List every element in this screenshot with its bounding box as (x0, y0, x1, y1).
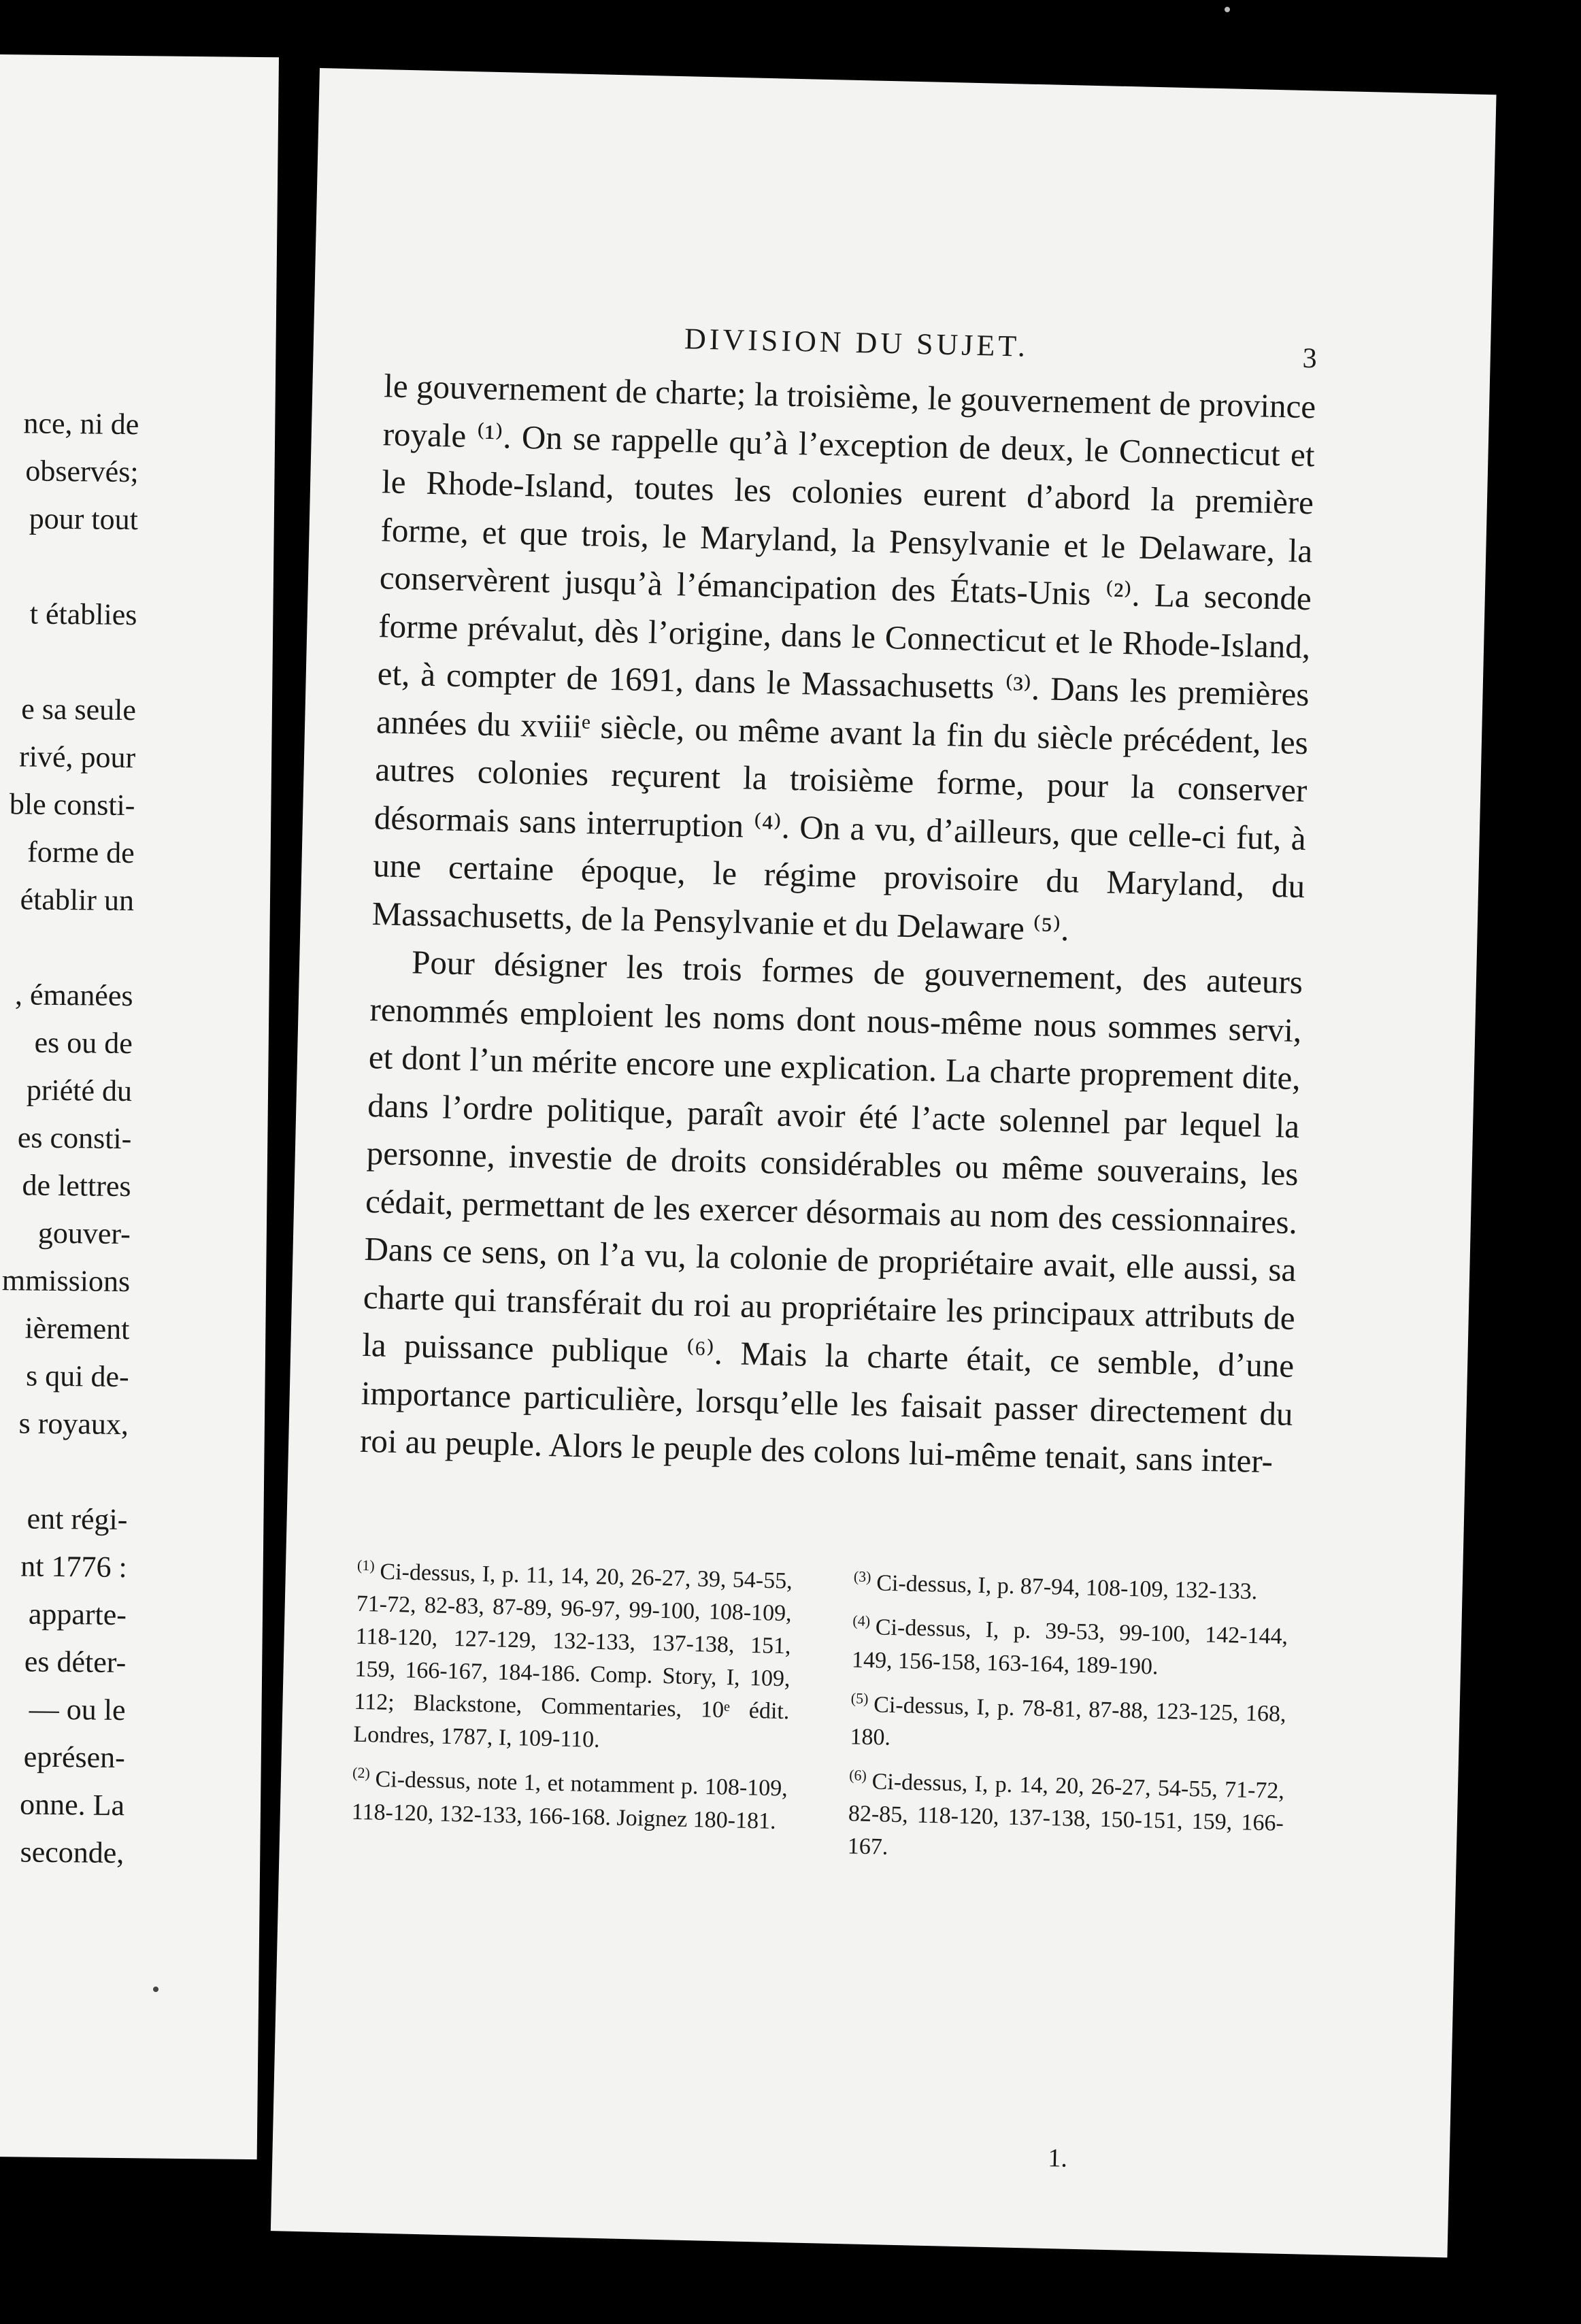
left-page-line: nce, ni de (23, 406, 139, 442)
left-page (0, 54, 279, 2159)
left-page-line: mmissions (1, 1263, 131, 1299)
left-page-line: forme de (27, 835, 135, 870)
scan-speck (153, 1987, 159, 1992)
left-page-line: ent régi- (27, 1501, 128, 1537)
left-page-line: gouver- (37, 1216, 131, 1251)
footnote-text: Ci-dessus, I, p. 78-81, 87-88, 123-125, 168, 180. (850, 1692, 1286, 1750)
body-text (359, 362, 1316, 1486)
scan-speck (1225, 7, 1230, 12)
left-page-line: pour tout (29, 501, 139, 537)
footnotes-right-column (847, 1560, 1289, 1878)
left-page-line: es consti- (17, 1120, 132, 1156)
paragraph-2: Pour désigner les trois formes de gouvernement, des auteurs renommés emploient les noms dont nous-même nous sommes servi, et dont l’un mérite encore une explication. La charte proprement dite, dans l’ordre politique, paraît avoir été l’acte solennel par lequel la personne, investie de droits considérables ou même souverains, les cédait, permettant de les exercer désormais au nom des cessionnaires. Dans ce sens, on l’a vu, la colonie de propriétaire avait, elle aussi, sa charte qui transférait du roi au propriétaire les principaux attributs de la puissance publique ⁽⁶⁾. Mais la charte était, ce semble, d’une importance particulière, lorsqu’elle les faisait passer directement du roi au peuple. Alors le peuple des colons lui-même tenait, sans inter- (359, 943, 1303, 1480)
left-page-line: seconde, (20, 1835, 124, 1870)
footnotes-left-column (350, 1549, 793, 1868)
paragraph-1: le gouvernement de charte; la troisième, le gouvernement de province royale ⁽¹⁾. On se rappelle qu’à l’exception de deux, le Connecticut et le Rhode-Island, toutes les colonies eurent d’abord la première forme, et que trois, le Maryland, la Pensylvanie et le Delaware, la conservèrent jusqu’à l’émancipation des États-Unis ⁽²⁾. La seconde forme prévalut, dès l’origine, dans le Connecticut et le Rhode-Island, et, à compter de 1691, dans le Massachusetts ⁽³⁾. Dans les premières années du xviiiᵉ siècle, ou même avant la fin du siècle précédent, les autres colonies reçurent la troisième forme, pour la conserver désormais sans interruption ⁽⁴⁾. On a vu, d’ailleurs, que celle-ci fut, à une certaine époque, le régime provisoire du Maryland, du Massachusetts, de la Pensylvanie et du Delaware ⁽⁵⁾. (371, 367, 1316, 948)
left-page-line: observés; (25, 454, 139, 489)
left-page-line: — ou le (29, 1692, 126, 1727)
left-page-line: s royaux, (18, 1406, 129, 1442)
left-page-line: ble consti- (9, 787, 135, 823)
footnote-mark: (6) (848, 1766, 867, 1784)
left-page-line: apparte- (28, 1597, 127, 1632)
footnote-2 (351, 1757, 788, 1838)
left-page-line: es ou de (34, 1025, 133, 1061)
footnote-text: Ci-dessus, I, p. 39-53, 99-100, 142-144, 149, 156-158, 163-164, 189-190. (851, 1614, 1288, 1680)
left-page-line: rivé, pour (18, 740, 136, 775)
left-page-line: eprésen- (23, 1740, 126, 1775)
left-page-line: de lettres (22, 1168, 131, 1204)
left-page-line: es déter- (24, 1644, 127, 1680)
footnote-mark: (4) (852, 1612, 871, 1630)
left-page-line: t établies (29, 597, 137, 632)
footnote-5 (850, 1682, 1286, 1763)
footnote-6 (847, 1759, 1284, 1873)
left-page-text (0, 54, 279, 1870)
footnote-3 (853, 1560, 1289, 1609)
footnotes (350, 1549, 1289, 1878)
footnote-1 (353, 1549, 793, 1761)
page-number: 3 (1302, 342, 1318, 375)
footnote-text: Ci-dessus, note 1, et notamment p. 108-109, 118-120, 132-133, 166-168. Joignez 180-181. (351, 1767, 788, 1834)
signature-mark: 1. (1048, 2144, 1068, 2173)
left-page-line: ièrement (24, 1311, 130, 1346)
left-page-line: nt 1776 : (20, 1549, 127, 1584)
left-page-line: établir un (20, 882, 135, 918)
footnote-text: Ci-dessus, I, p. 87-94, 108-109, 132-133. (876, 1570, 1258, 1605)
footnote-mark: (5) (850, 1689, 869, 1707)
footnote-mark: (1) (356, 1556, 376, 1574)
footnote-mark: (2) (352, 1764, 371, 1782)
left-page-line: s qui de- (25, 1359, 129, 1394)
footnote-4 (852, 1605, 1288, 1687)
footnote-mark: (3) (853, 1567, 871, 1585)
footnote-text: Ci-dessus, I, p. 11, 14, 20, 26-27, 39, 54-55, 71-72, 82-83, 87-89, 96-97, 99-100, 108-109, 118-120, 127-129, 132-133, 137-138, 151, 159, 166-167, 184-186. Comp. Story, I, 109, 112; Blackstone, Commentaries, 10ᵉ édit. Londres, 1787, I, 109-110. (353, 1559, 793, 1753)
left-page-line: onne. La (19, 1787, 125, 1823)
left-page-line: e sa seule (21, 692, 137, 727)
left-page-line: , émanées (14, 978, 133, 1013)
right-page (271, 68, 1497, 2257)
left-page-line: priété du (26, 1073, 133, 1108)
footnote-text: Ci-dessus, I, p. 14, 20, 26-27, 54-55, 71-72, 82-85, 118-120, 137-138, 150-151, 159, 166-167. (847, 1769, 1285, 1860)
running-title: DIVISION DU SUJET. (684, 322, 1029, 363)
